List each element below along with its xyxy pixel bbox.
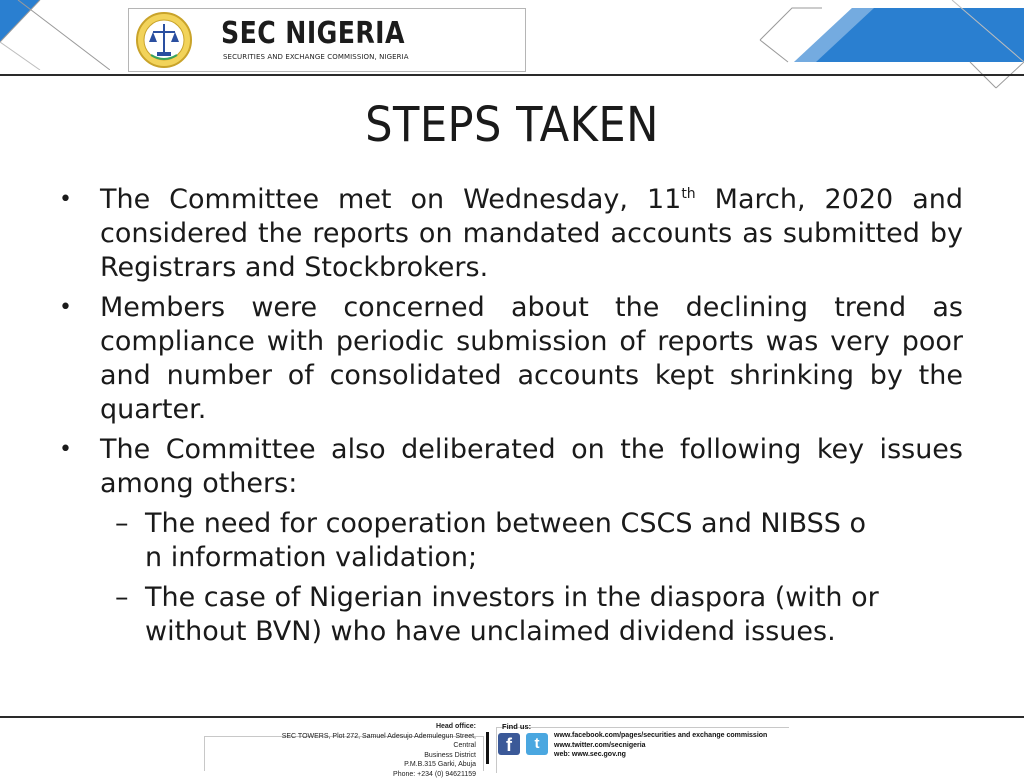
sub-bullet-line: The need for cooperation between CSCS and NIBSS o: [145, 507, 866, 541]
sub-bullet-item: [55, 581, 963, 649]
address-line: SEC TOWERS, Plot 272, Samuel Adesujo Ademulegun Street, Central: [260, 732, 476, 751]
footer-address: [260, 722, 476, 779]
bullet-item: [55, 291, 963, 427]
ordinal-suffix: th: [681, 186, 695, 202]
bullet-text-end: March, 2020 and considered the reports on mandated accounts as submitted by Registrars and Stockbrokers.: [100, 184, 963, 283]
dash-marker: –: [115, 507, 129, 541]
address-line: P.M.B.315 Garki, Abuja: [260, 760, 476, 770]
footer-rule: [0, 716, 1024, 718]
address-line: Business District: [260, 751, 476, 761]
slide-title: STEPS TAKEN: [51, 95, 973, 155]
sec-seal-icon: [135, 11, 193, 69]
slide-content: [55, 183, 963, 655]
header-right-decoration: [724, 0, 1024, 90]
bullet-item: [55, 183, 963, 285]
header-rule: [0, 74, 1024, 76]
bullet-list: [55, 183, 963, 649]
twitter-icon[interactable]: t: [526, 733, 548, 755]
footer-links: [554, 731, 767, 760]
head-office-label: Head office:: [260, 722, 476, 732]
phone-number: Phone: +234 (0) 94621159: [260, 770, 476, 779]
sub-bullet-line: without BVN) who have unclaimed dividend issues.: [145, 615, 836, 649]
bullet-marker: •: [59, 291, 72, 325]
bullet-marker: •: [59, 433, 72, 467]
header-logo-box: [128, 8, 526, 72]
bullet-text-start: The Committee met on Wednesday, 11: [100, 184, 681, 215]
twitter-link[interactable]: www.twitter.com/secnigeria: [554, 741, 767, 751]
sub-bullet-line: The case of Nigerian investors in the diaspora (with or: [145, 581, 879, 615]
bullet-text: Members were concerned about the declining trend as compliance with periodic submission of reports was very poor and number of consolidated accounts kept shrinking by the quarter.: [100, 292, 963, 425]
bullet-text: The Committee also deliberated on the following key issues among others:: [100, 434, 963, 499]
bullet-marker: •: [59, 183, 72, 217]
bullet-item: [55, 433, 963, 501]
sub-bullet-item: [55, 507, 963, 575]
dash-marker: –: [115, 581, 129, 615]
web-link[interactable]: web: www.sec.gov.ng: [554, 750, 767, 760]
find-us-label: Find us:: [502, 722, 531, 731]
facebook-icon[interactable]: f: [498, 733, 520, 755]
brand-subtitle: SECURITIES AND EXCHANGE COMMISSION, NIGERIA: [223, 53, 409, 61]
sub-bullet-line: n information validation;: [145, 541, 477, 575]
footer-divider: [486, 732, 489, 764]
header-left-decoration: [0, 0, 110, 70]
brand-name: SEC NIGERIA: [221, 18, 405, 50]
facebook-link[interactable]: www.facebook.com/pages/securities and exchange commission: [554, 731, 767, 741]
